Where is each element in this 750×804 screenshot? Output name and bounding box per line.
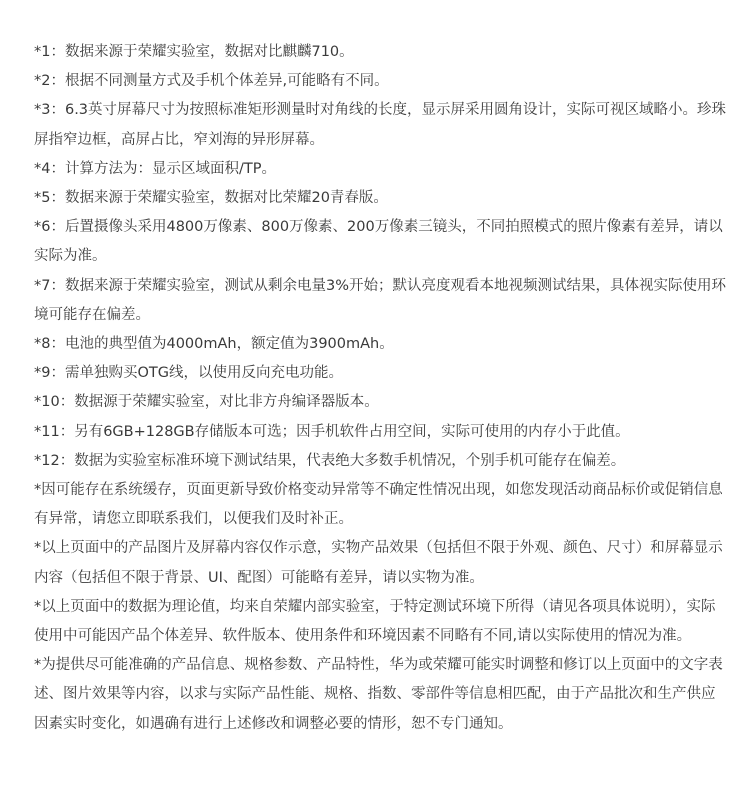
note-11: *11：另有6GB+128GB存储版本可选；因手机软件占用空间，实际可使用的内存小于此值。: [34, 423, 630, 440]
note-2: *2：根据不同测量方式及手机个体差异,可能略有不同。: [34, 73, 389, 90]
note-1: *1：数据来源于荣耀实验室，数据对比麒麟710。: [34, 44, 354, 60]
note-product-images: *以上页面中的产品图片及屏幕内容仅作示意，实物产品效果（包括但不限于外观、颜色、尺寸）和屏幕显示内容（包括但不限于背景、UI、配图）可能略有差异，请以实物为准。: [34, 540, 723, 586]
note-8: *8：电池的典型值为4000mAh，额定值为3900mAh。: [34, 336, 394, 353]
note-3: *3：6.3英寸屏幕尺寸为按照标准矩形测量时对角线的长度，显示屏采用圆角设计，实际可视区域略小。珍珠屏指窄边框，高屏占比，窄刘海的异形屏幕。: [34, 102, 727, 148]
note-4: *4：计算方法为：显示区域面积/TP。: [34, 160, 276, 177]
note-5: *5：数据来源于荣耀实验室，数据对比荣耀20青春版。: [34, 190, 388, 207]
note-info-adjustment: *为提供尽可能准确的产品信息、规格参数、产品特性，华为或荣耀可能实时调整和修订以上页面中的文字表述、图片效果等内容，以求与实际产品性能、规格、指数、零部件等信息相匹配，由于产品批次和生产供应因素实时变化，如遇确有进行上述修改和调整必要的情形，恕不专门通知。: [34, 657, 723, 732]
note-10: *10：数据源于荣耀实验室，对比非方舟编译器版本。: [34, 394, 379, 411]
note-12: *12：数据为实验室标准环境下测试结果，代表绝大多数手机情况，个别手机可能存在偏差。: [34, 452, 626, 469]
disclaimer-notes: [34, 38, 728, 739]
note-6: *6：后置摄像头采用4800万像素、800万像素、200万像素三镜头，不同拍照模式的照片像素有差异，请以实际为准。: [34, 219, 723, 265]
note-cache-price: *因可能存在系统缓存，页面更新导致价格变动异常等不确定性情况出现，如您发现活动商品标价或促销信息有异常，请您立即联系我们，以便我们及时补正。: [34, 482, 723, 528]
note-theoretical-data: *以上页面中的数据为理论值，均来自荣耀内部实验室，于特定测试环境下所得（请见各项具体说明），实际使用中可能因产品个体差异、软件版本、使用条件和环境因素不同略有不同,请以实际使用的情况为准。: [34, 598, 716, 645]
note-7: *7：数据来源于荣耀实验室，测试从剩余电量3%开始；默认亮度观看本地视频测试结果，具体视实际使用环境可能存在偏差。: [34, 277, 726, 323]
note-9: *9：需单独购买OTG线，以使用反向充电功能。: [34, 365, 343, 382]
